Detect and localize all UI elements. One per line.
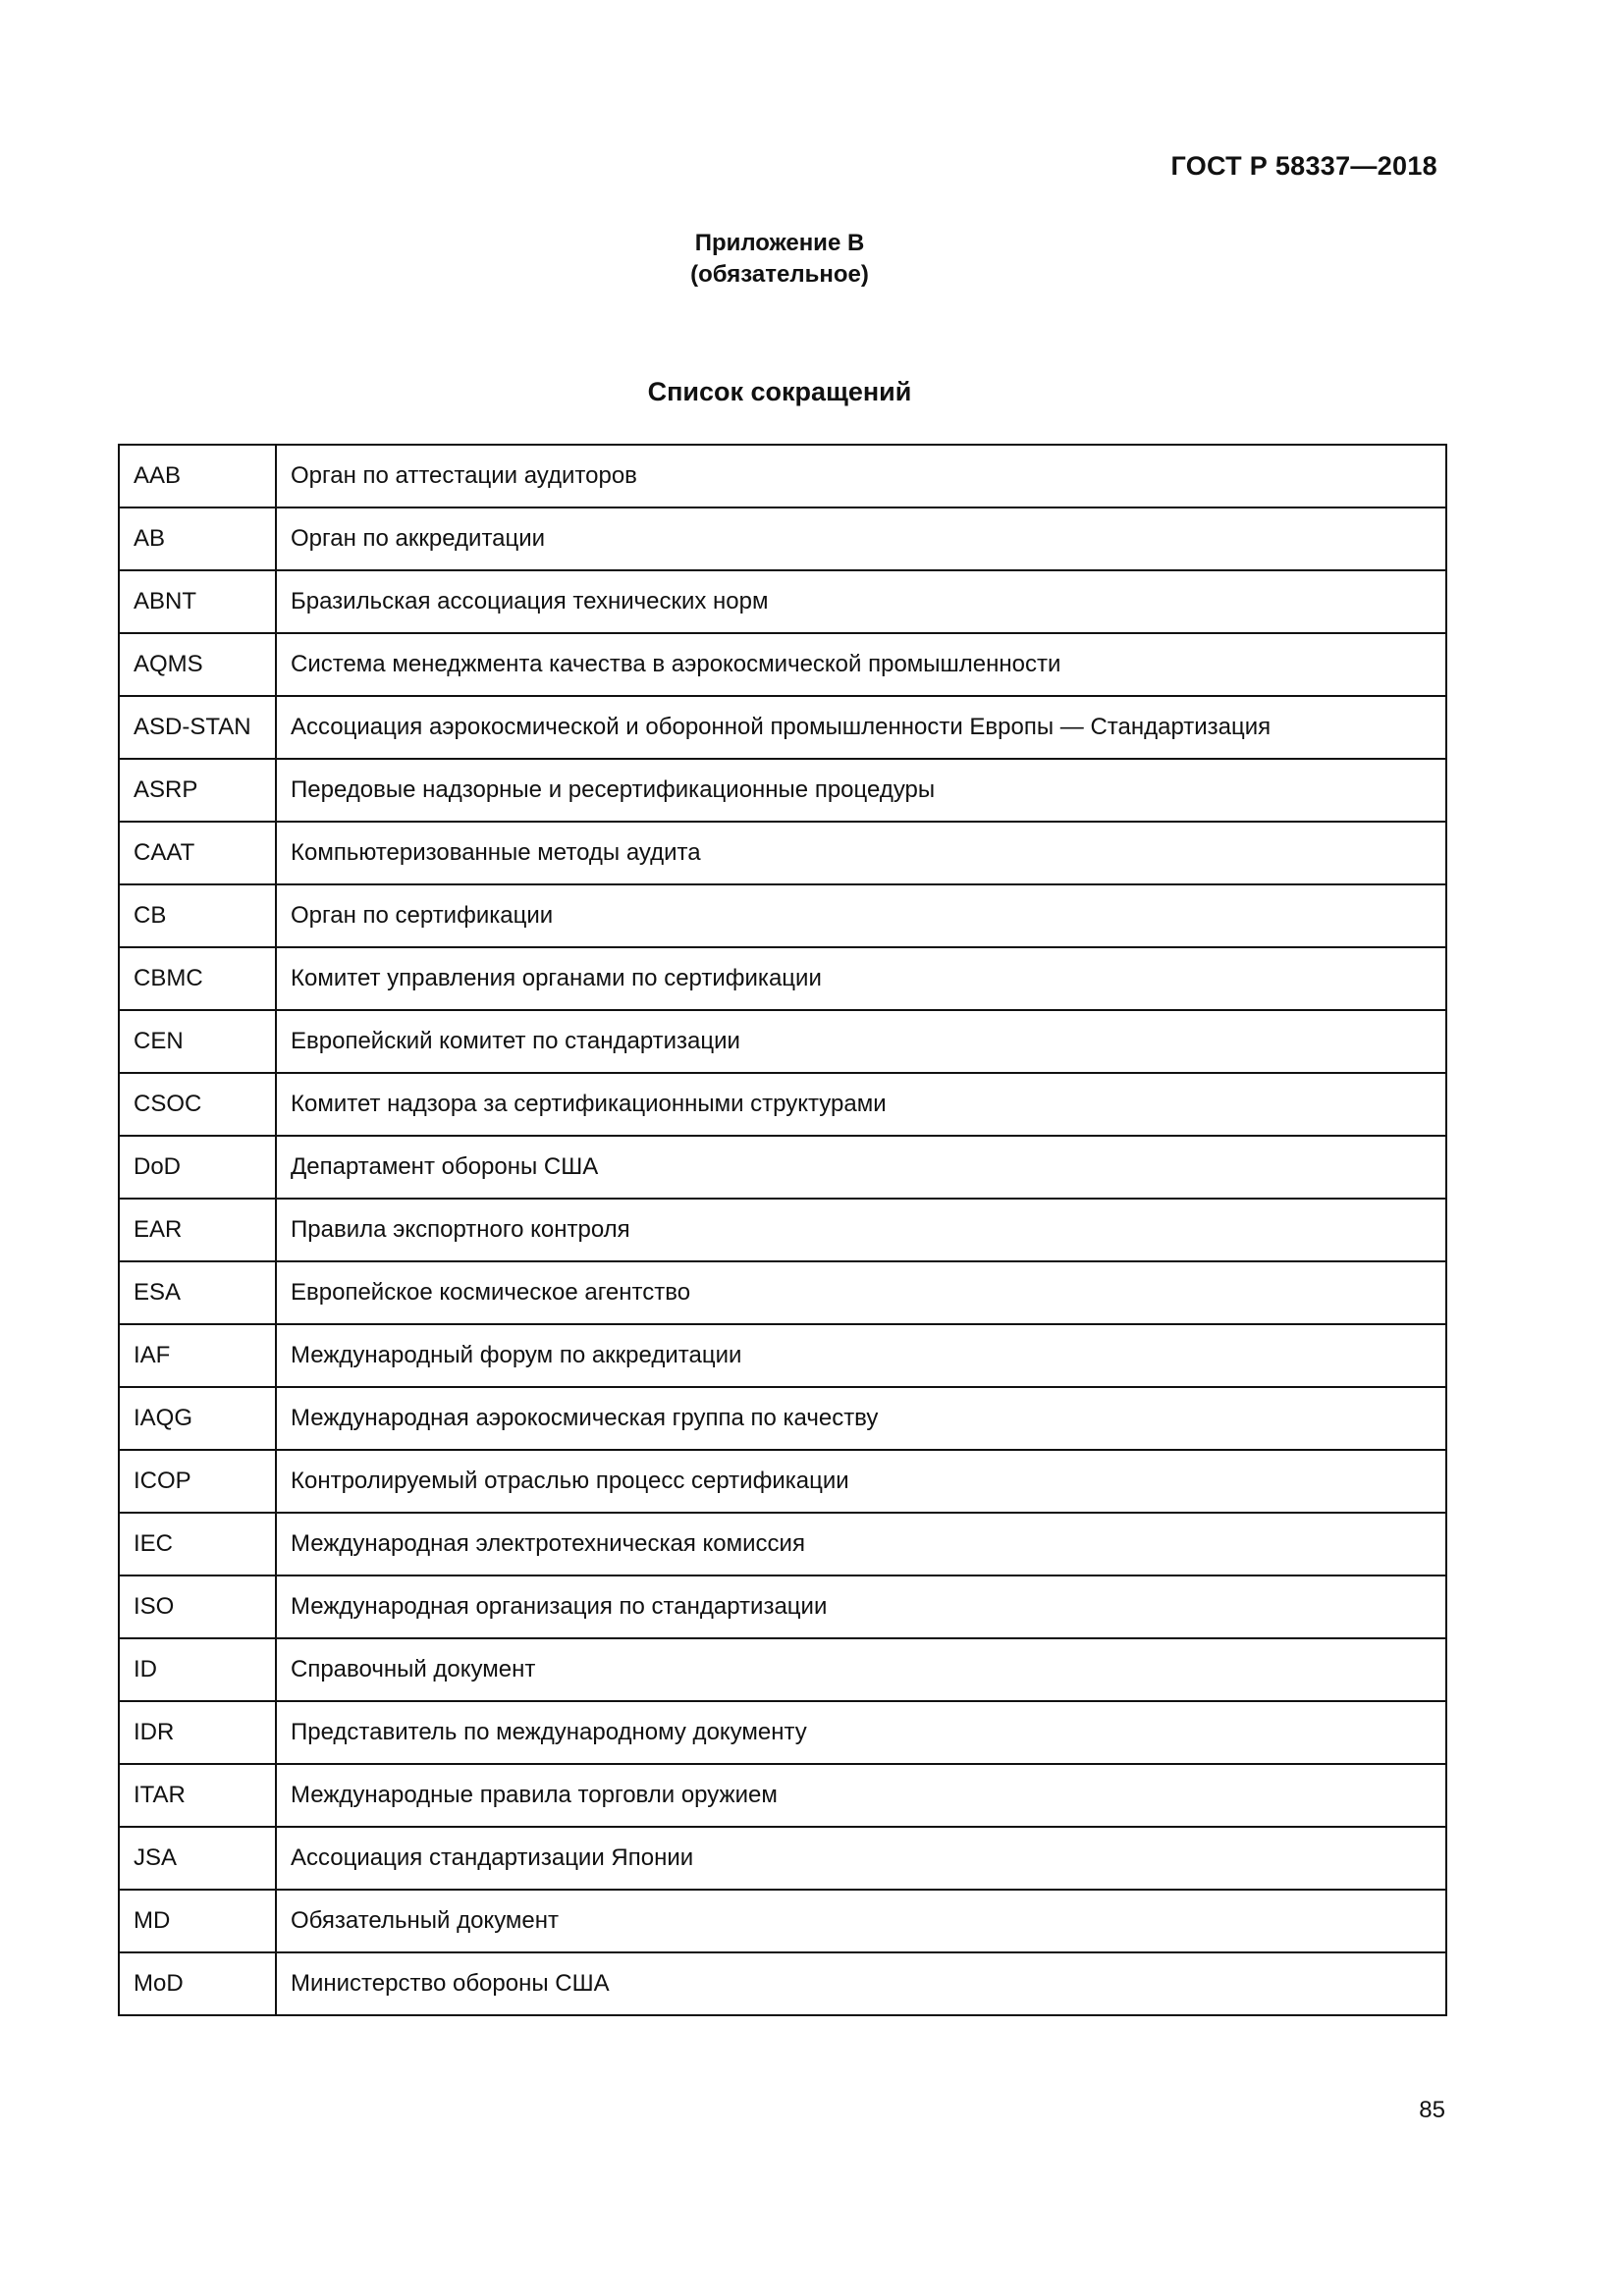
meaning-cell: Международная организация по стандартизации [276,1575,1446,1638]
meaning-cell: Ассоциация аэрокосмической и оборонной промышленности Европы — Стандартизация [276,696,1446,759]
meaning-cell: Орган по сертификации [276,884,1446,947]
meaning-cell: Компьютеризованные методы аудита [276,822,1446,884]
table-row [119,1638,1446,1701]
meaning-cell: Международный форум по аккредитации [276,1324,1446,1387]
meaning-cell: Орган по аккредитации [276,507,1446,570]
abbreviation-cell: ITAR [119,1764,276,1827]
meaning-cell: Европейский комитет по стандартизации [276,1010,1446,1073]
abbreviation-cell: ASD-STAN [119,696,276,759]
meaning-cell: Европейское космическое агентство [276,1261,1446,1324]
table-row [119,1764,1446,1827]
page-number: 85 [1419,2097,1445,2123]
meaning-cell: Министерство обороны США [276,1952,1446,2015]
meaning-cell: Орган по аттестации аудиторов [276,445,1446,507]
abbreviation-cell: ABNT [119,570,276,633]
appendix-title: Приложение В [694,230,865,256]
abbreviation-cell: AB [119,507,276,570]
table-row [119,1010,1446,1073]
abbreviation-cell: CEN [119,1010,276,1073]
table-row [119,759,1446,822]
table-row [119,822,1446,884]
table-row [119,1387,1446,1450]
document-code: ГОСТ Р 58337—2018 [1170,151,1437,181]
meaning-cell: Бразильская ассоциация технических норм [276,570,1446,633]
table-row [119,1890,1446,1952]
appendix-heading [0,228,1559,291]
abbreviation-cell: ICOP [119,1450,276,1513]
table-row [119,1513,1446,1575]
meaning-cell: Обязательный документ [276,1890,1446,1952]
abbreviation-cell: ISO [119,1575,276,1638]
table-row [119,1575,1446,1638]
abbreviation-cell: AQMS [119,633,276,696]
abbreviation-cell: MoD [119,1952,276,2015]
abbreviation-cell: ID [119,1638,276,1701]
table-row [119,570,1446,633]
abbreviation-cell: JSA [119,1827,276,1890]
table-row [119,884,1446,947]
abbreviation-cell: ESA [119,1261,276,1324]
abbreviation-cell: CAAT [119,822,276,884]
table-row [119,445,1446,507]
table-row [119,1073,1446,1136]
table-row [119,947,1446,1010]
meaning-cell: Ассоциация стандартизации Японии [276,1827,1446,1890]
section-title: Список сокращений [647,377,912,406]
abbreviations-table [118,444,1447,2016]
abbreviation-cell: CBMC [119,947,276,1010]
abbreviation-cell: IAQG [119,1387,276,1450]
abbreviation-cell: EAR [119,1199,276,1261]
table-row [119,1136,1446,1199]
table-row [119,696,1446,759]
meaning-cell: Международная аэрокосмическая группа по качеству [276,1387,1446,1450]
meaning-cell: Правила экспортного контроля [276,1199,1446,1261]
table-row [119,507,1446,570]
meaning-cell: Департамент обороны США [276,1136,1446,1199]
appendix-status: (обязательное) [690,261,869,288]
table-row [119,1450,1446,1513]
abbreviation-cell: IEC [119,1513,276,1575]
table-row [119,1324,1446,1387]
abbreviation-cell: MD [119,1890,276,1952]
abbreviation-cell: IDR [119,1701,276,1764]
table-row [119,1952,1446,2015]
table-row [119,1199,1446,1261]
meaning-cell: Комитет надзора за сертификационными структурами [276,1073,1446,1136]
abbreviation-cell: DoD [119,1136,276,1199]
table-row [119,1827,1446,1890]
abbreviation-cell: ASRP [119,759,276,822]
meaning-cell: Справочный документ [276,1638,1446,1701]
table-row [119,1261,1446,1324]
abbreviation-cell: IAF [119,1324,276,1387]
meaning-cell: Комитет управления органами по сертификации [276,947,1446,1010]
table-row [119,1701,1446,1764]
meaning-cell: Передовые надзорные и ресертификационные процедуры [276,759,1446,822]
abbreviation-cell: CSOC [119,1073,276,1136]
abbreviation-cell: CB [119,884,276,947]
abbreviation-cell: AAB [119,445,276,507]
meaning-cell: Контролируемый отраслью процесс сертификации [276,1450,1446,1513]
meaning-cell: Система менеджмента качества в аэрокосмической промышленности [276,633,1446,696]
meaning-cell: Представитель по международному документу [276,1701,1446,1764]
meaning-cell: Международная электротехническая комиссия [276,1513,1446,1575]
table-row [119,633,1446,696]
meaning-cell: Международные правила торговли оружием [276,1764,1446,1827]
